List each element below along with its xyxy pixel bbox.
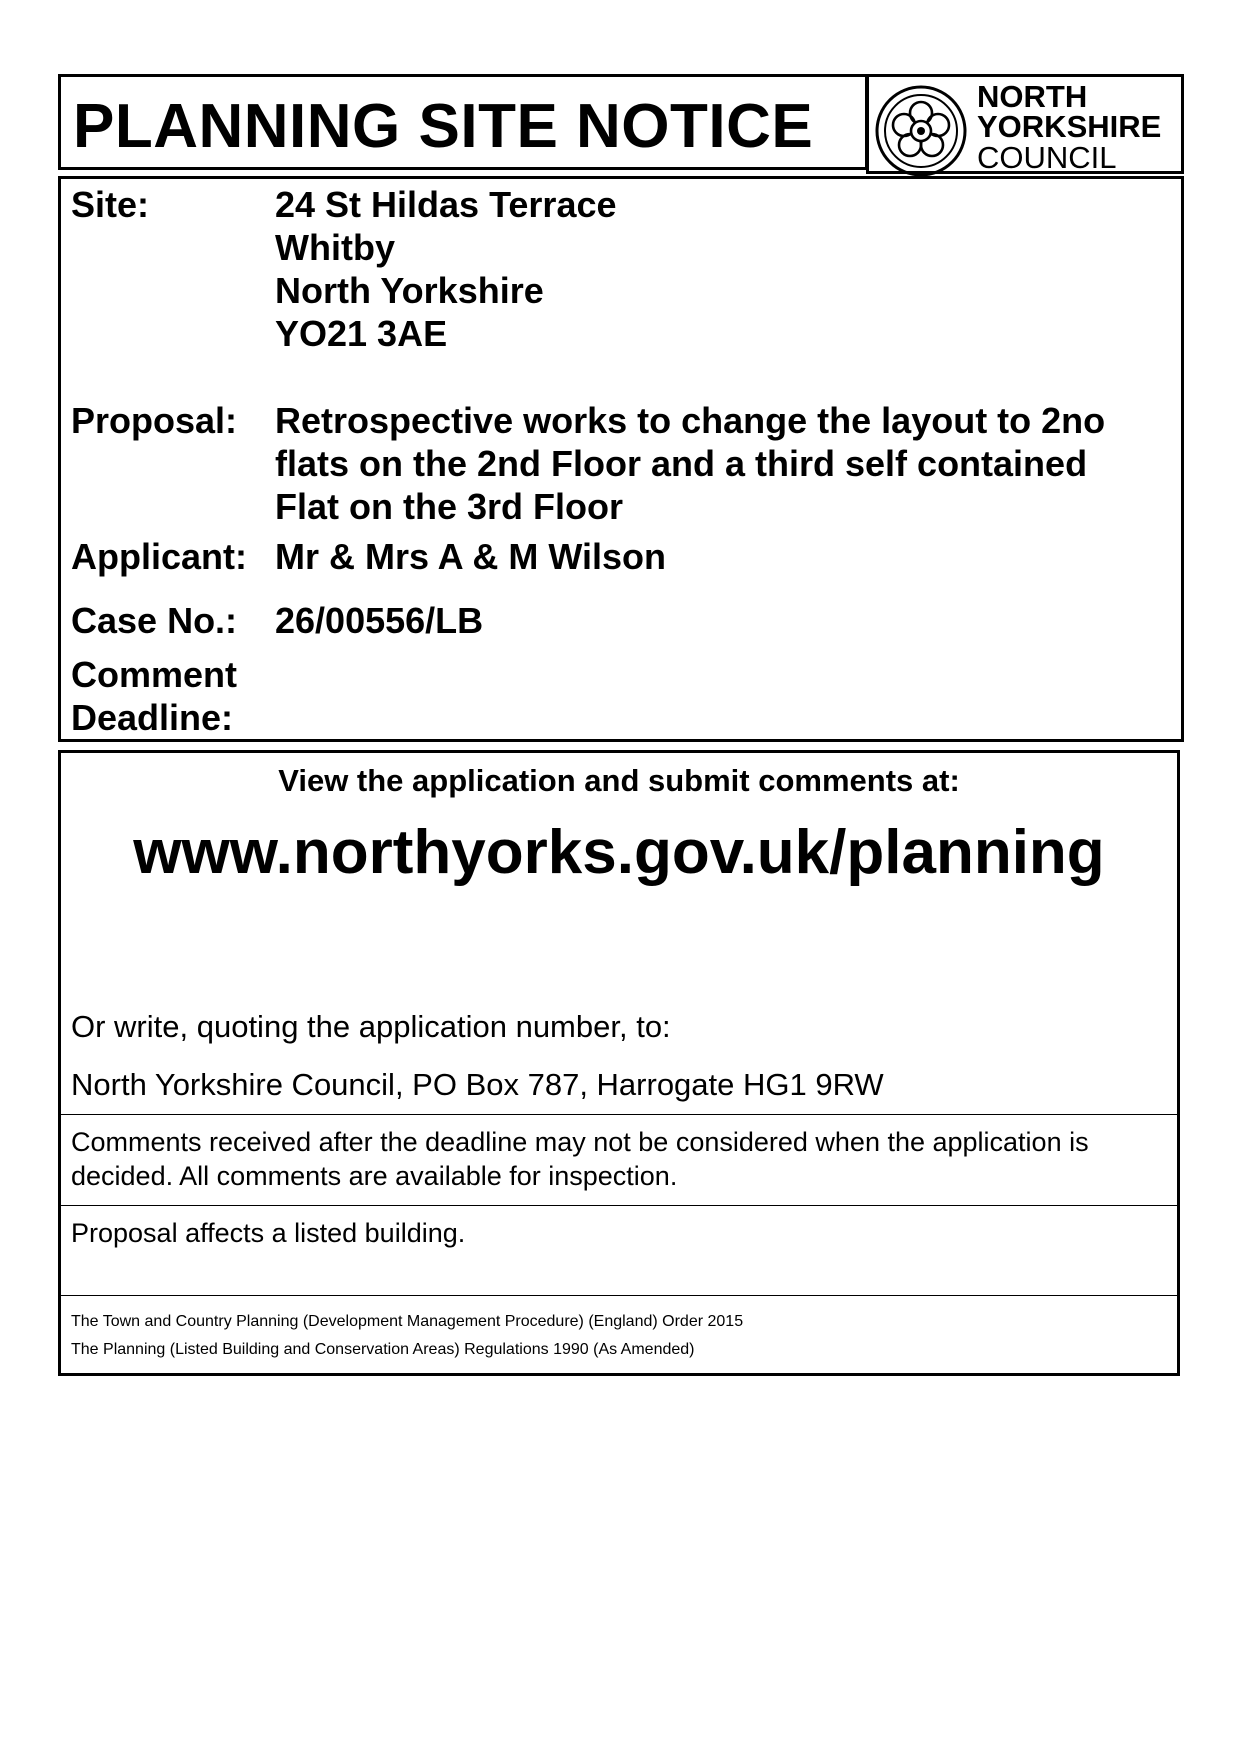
proposal-line-3: Flat on the 3rd Floor	[275, 486, 623, 527]
comment-instructions	[58, 750, 1180, 1376]
site-label: Site:	[71, 184, 150, 225]
applicant-value: Mr & Mrs A & M Wilson	[275, 536, 667, 577]
write-instructions: Or write, quoting the application number, to:	[71, 1009, 671, 1044]
application-details	[58, 176, 1184, 742]
site-line-1: 24 St Hildas Terrace	[275, 184, 617, 225]
page-title: PLANNING SITE NOTICE	[73, 92, 814, 161]
view-application-text: View the application and submit comments at:	[278, 763, 960, 798]
divider	[61, 1205, 1177, 1206]
legislation-line-2: The Planning (Listed Building and Conservation Areas) Regulations 1990 (As Amended)	[71, 1341, 695, 1358]
council-logo	[866, 74, 1184, 174]
site-line-4: YO21 3AE	[275, 313, 448, 354]
case-number-value: 26/00556/LB	[275, 600, 484, 641]
postal-address: North Yorkshire Council, PO Box 787, Harrogate HG1 9RW	[71, 1067, 884, 1102]
deadline-note-line-2: decided. All comments are available for inspection.	[71, 1161, 678, 1191]
planning-url-link[interactable]: www.northyorks.gov.uk/planning	[133, 818, 1105, 887]
logo-text-council: COUNCIL	[977, 140, 1117, 175]
legislation-line-1: The Town and Country Planning (Development Management Procedure) (England) Order 2015	[71, 1313, 744, 1330]
case-number-label: Case No.:	[71, 600, 238, 641]
deadline-label-line-1: Comment	[71, 654, 238, 695]
notice-title-box	[58, 74, 868, 170]
deadline-label-line-2: Deadline:	[71, 697, 234, 738]
logo-text-yorkshire: YORKSHIRE	[977, 109, 1162, 144]
site-line-2: Whitby	[275, 227, 395, 268]
divider	[61, 1114, 1177, 1115]
proposal-line-2: flats on the 2nd Floor and a third self contained	[275, 443, 1088, 484]
proposal-line-1: Retrospective works to change the layout to 2no	[275, 400, 1106, 441]
deadline-note-line-1: Comments received after the deadline may not be considered when the application is	[71, 1127, 1089, 1157]
logo-text-north: NORTH	[977, 79, 1088, 114]
yorkshire-rose-icon	[873, 83, 969, 179]
proposal-label: Proposal:	[71, 400, 238, 441]
listed-building-note: Proposal affects a listed building.	[71, 1218, 466, 1248]
divider	[61, 1295, 1177, 1296]
applicant-label: Applicant:	[71, 536, 247, 577]
site-line-3: North Yorkshire	[275, 270, 544, 311]
